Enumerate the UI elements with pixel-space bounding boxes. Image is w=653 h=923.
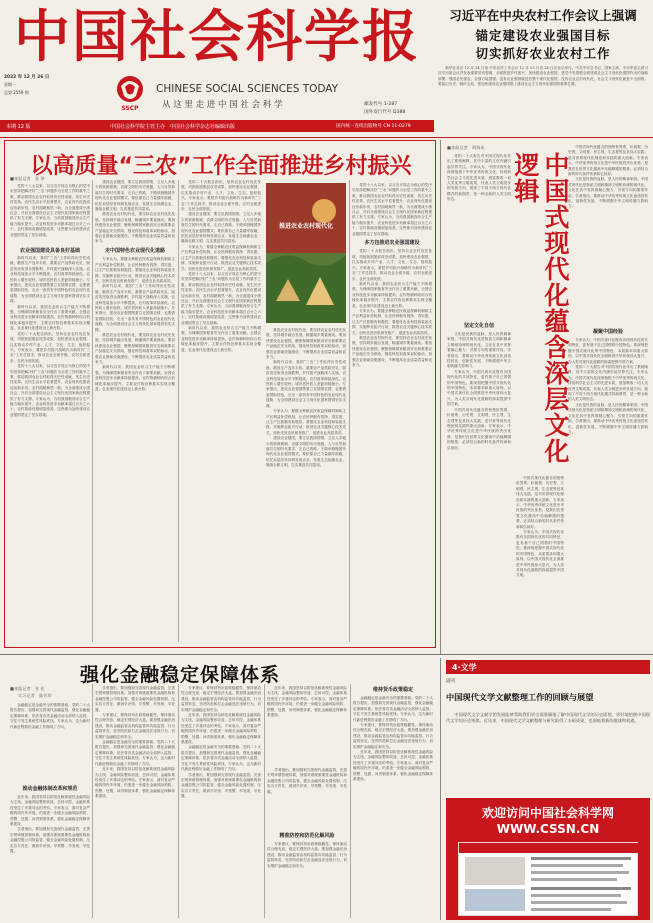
main-paragraph-4: 建设农业强国，要立足我国国情，立足人多地少的资源禀赋、农耕文明的历史底蕴、人与自然和谐共生的时代要求，走自己的路，不简单照搬国外现代化农业强国模式。要依靠自己力量端牢饭碗，依托双层经营体制发展农业，发展生态低碳农业，赓续农耕文明，扎实推进共同富裕。 — [95, 180, 175, 212]
main-paragraph-5c: 推进农业农村现代化，要坚持农业农村优先发展，坚持城乡融合发展，畅通城乡要素流动。要加快建设农业强国，聚焦保障国家粮食安全和重要农产品稳定安全供给，强化科技和改革双轮驱动，加强农业基础设施建设，不断提高农业质量效益和竞争力。 — [266, 328, 346, 360]
newspaper-title: 中国社会科学报 — [14, 4, 420, 70]
article3-paragraph-1d: 金融稳定是金融安全的重要基础。党的二十大报告提出，加强和完善现代金融监管，强化金融稳定保障体系，依法将各类金融活动全部纳入监管，守住不发生系统性风险底线。专家认为，这为新时代新征程做好金融工作指明了方向。 — [353, 696, 433, 722]
commentary-subhead-2: 凝聚中国经验 — [592, 329, 623, 335]
article3-byline-2: 实习记者 陈芳珍 — [18, 693, 52, 698]
weekday: 星期一 — [4, 82, 16, 87]
article3-byline: ■本报记者 张 佳 — [10, 686, 45, 691]
commentary-title[interactable] — [511, 152, 570, 470]
main-paragraph-6b: 党的二十大报告指出，坚持农业农村优先发展，巩固拓展脱贫攻坚成果，加快建设农业强国，扎实推动乡村产业、人才、文化、生态、组织振兴。专家表示，要把乡村振兴战略作为新时代“三农”工作总抓手，推动农业全面升级、农村全面进步、农民全面发展。 — [181, 180, 261, 212]
article3-col4-c — [267, 842, 347, 918]
commentary-subhead-1: 坚定文化自信 — [463, 323, 494, 329]
commentary-paragraph-1: 党的二十大报告对中国式现代化作出了系统阐释，其中丰富的文化内涵引起学界关注。专家认为，中国式现代化深深植根于中华优秀传统文化，体现科学社会主义的先进本质，借鉴吸收一切人类优秀文明成果，代表人类文明进步的发展方向，展现了不同于西方现代化模式的新图景，是一种全新的人类文明形态。 — [447, 154, 511, 202]
article3-paragraph-1: 金融稳定是金融安全的重要基础。党的二十大报告提出，加强和完善现代金融监管，强化金融稳定保障体系，依法将各类金融活动全部纳入监管，守住不发生系统性风险底线。专家认为，这为新时代新征程做好金融工作指明了方向。 — [10, 703, 90, 729]
logo-text: SSCP — [121, 105, 139, 112]
article3-paragraph-1b: 金融稳定是金融安全的重要基础。党的二十大报告提出，加强和完善现代金融监管，强化金融稳定保障体系，依法将各类金融活动全部纳入监管，守住不发生系统性风险底线。专家认为，这为新时代新征程做好金融工作指明了方向。 — [95, 740, 175, 766]
article3-subhead-3: 维持货币政策稳定 — [372, 687, 413, 693]
promo-title[interactable]: 中国现代文学文献整理工作的回顾与展望 — [446, 692, 594, 702]
commentary-paragraph-4c: 专家认为，中国式现代化既有各国现代化的共同特征，更有基于自己国情的中国特色。要深刻把握中国式现代化的中国特色、本质要求和重大原则，以中国式现代化全面推进中华民族伟大复兴，为人类对现代化道路的探索提供中国方案。 — [516, 530, 564, 578]
article3-paragraph-4b: 专家建议，要保持货币政策稳健性，保持流动性合理充裕，稳定宏观经济大盘。要加强金融法治建设，推动金融监管由机构监管向功能监管、行为监管转变，坚决防范和打击金融违法违规行为，切实维护金融稳定和安全。 — [181, 686, 261, 712]
top-news-body: 新华社北京 12 月 24 日电 中央农村工作会议 12 月 23 日至 24 日在北京举行。中共中央总书记、国家主席、中央军委主席习近平出席会议并发表重要讲话强调，全面推进乡村振兴，加快建设农业强国，是党中央着眼全面建成社会主义现代化强国作出的战略部署。强国必先强农，农强方能国强。没有农业强国就没有整个现代化强国；没有农业农村现代化，社会主义现代化就是不全面的。要铭记历史、胸怀全局，把加快建设农业强国摆上建设社会主义现代化强国的重要位置。 — [438, 66, 648, 87]
main-subhead-3: 多方包推进农业强国建设 — [364, 240, 420, 247]
main-paragraph-7: 专家认为，要健全种粮农民收益保障机制和主产区利益补偿机制，让农民种粮有钱挣、得实惠，让主产区抓粮有积极性。要强化农业科技和装备支撑，实施种业振兴行动，推进农业关键核心技术攻关，加快先进农机研发推广，促进农业高质高效。 — [95, 257, 175, 283]
main-paragraph-4c: 建设农业强国，要立足我国国情，立足人多地少的资源禀赋、农耕文明的历史底蕴、人与自然和谐共生的时代要求，走自己的路，不简单照搬国外现代化农业强国模式。要依靠自己力量端牢饭碗，依托双层经营体制发展农业，发展生态低碳农业，赓续农耕文明，扎实推进共同富裕。 — [266, 436, 346, 468]
main-paragraph-7c: 专家认为，要健全种粮农民收益保障机制和主产区利益补偿机制，让农民种粮有钱挣、得实惠，让主产区抓粮有积极性。要强化农业科技和装备支撑，实施种业振兴行动，推进农业关键核心技术攻关，加快先进农机研发推广，促进农业高质高效。 — [266, 409, 346, 435]
article3-subhead-2: 精准防控和防范化解风险 — [279, 833, 335, 839]
article3-col4-a — [267, 686, 347, 764]
main-article-image — [266, 183, 346, 323]
slogan: 从 这 里 走 进 中 国 社 会 科 学 — [162, 100, 283, 110]
poster-illustration-icon — [266, 183, 346, 323]
main-paragraph-5-repeat: 推进农业农村现代化，要坚持农业农村优先发展，坚持城乡融合发展，畅通城乡要素流动。要加快建设农业强国，聚焦保障国家粮食安全和重要农产品稳定安全供给，强化科技和改革双轮驱动，加强农业基础设施建设，不断提高农业质量效益和竞争力。 — [95, 332, 175, 364]
main-paragraph-1d: 党的十八大以来，以习近平同志为核心的党中央坚持把解决好“三农”问题作为全党工作的重中之重，推动我国农业农村取得历史性成就、发生历史性变革。农民生活水平显著提升，农业现代化建设迈出新步伐，农村面貌焕然一新，为全面建成小康社会、开启全面建设社会主义现代化国家新征程提供了有力支撑。专家认为，当前我国粮食综合生产能力稳步提升，农业科技进步贡献率超过百分之六十，农村基础设施明显改善，这些都为加快建设农业强国奠定了坚实基础。 — [352, 183, 432, 236]
main-paragraph-2-repeat: 新时代以来，我国“三农”工作取得历史性成就，粮食生产连年丰收，重要农产品供给充足，脱贫攻坚取得全面胜利，乡村振兴战略深入实施，农业科技装备水平不断提高，农村改革持续深化。农民收入增长较快，城乡居民收入差距持续缩小。专家指出，建设农业强国既要立足国情农情，也要借鉴国际经验，走出一条具有中国特色的农业现代化道路，为全面建设社会主义现代化国家提供坚实支撑。 — [95, 284, 175, 332]
main-paragraph-4b: 建设农业强国，要立足我国国情，立足人多地少的资源禀赋、农耕文明的历史底蕴、人与自然和谐共生的时代要求，走自己的路，不简单照搬国外现代化农业强国模式。要依靠自己力量端牢饭碗，依托双层经营体制发展农业，发展生态低碳农业，赓续农耕文明，扎实推进共同富裕。 — [181, 212, 261, 244]
column-rule — [349, 180, 350, 642]
commentary-paragraph-3c: 文化是民族的血脉，是人民的精神家园。中国式现代化是物质文明和精神文明相协调的现代化，文化在其中发挥着凝心聚力、引领方向的重要作用。学者指出，要推动中华优秀传统文化创造性转化、创新性发展，不断增强中华文明传播力影响力。 — [568, 402, 648, 434]
article3-paragraph-3d: 学者指出，要加强和完善现代金融监管，完善宏观审慎管理体系，加强对系统重要性金融机构和金融控股公司的监管，健全金融风险处置机制，压实各方责任，做到早识别、早预警、早发现、早处置。 — [267, 768, 347, 794]
main-paragraph-7d: 专家认为，要健全种粮农民收益保障机制和主产区利益补偿机制，让农民种粮有钱挣、得实惠，让主产区抓粮有积极性。要强化农业科技和装备支撑，实施种业振兴行动，推进农业关键核心技术攻关，加快先进农机研发推广，促进农业高质高效。 — [352, 308, 432, 335]
article3-col2 — [95, 686, 175, 918]
article3-paragraph-3c: 学者指出，要加强和完善现代金融监管，完善宏观审慎管理体系，加强对系统重要性金融机构和金融控股公司的监管，健全金融风险处置机制，压实各方责任，做到早识别、早预警、早发现、早处置。 — [181, 772, 261, 799]
commentary-col-right — [568, 338, 648, 648]
dept-line: 中国社会科学院主管主办 中国社会科学杂志社编辑出版 — [110, 123, 236, 130]
commentary-byline: ■本报记者 明海英 — [447, 145, 485, 150]
main-subhead-2: 走中国特色农业现代化道路 — [104, 247, 165, 254]
article3-paragraph-2e: 近年来，我国坚持以防范化解系统性金融风险为主线，金融风险整体收敛、总体可控，金融体系经受住了多重冲击的考验。专家表示，面对复杂严峻的国内外环境，仍需进一步健全金融风险预防、预警、处置、问责制度体系，强化金融稳定保障体系建设。 — [353, 750, 433, 782]
commentary-col-middle — [516, 476, 564, 648]
article3-col4-b — [267, 768, 347, 828]
promo-tag-text: 4·文学 — [452, 663, 477, 672]
main-col4 — [266, 328, 346, 642]
column-rule — [178, 180, 179, 642]
commentary-intro — [447, 154, 511, 270]
page-column-rule — [440, 658, 441, 920]
pages-label: 本期 12 版 — [6, 123, 31, 130]
main-byline: ■本报记者 张 译 — [10, 176, 45, 181]
website-banner[interactable] — [446, 798, 650, 920]
column-rule — [264, 684, 265, 918]
column-rule — [92, 684, 93, 918]
commentary-paragraph-3b: 文化是民族的血脉，是人民的精神家园。中国式现代化是物质文明和精神文明相协调的现代化，文化在其中发挥着凝心聚力、引领方向的重要作用。学者指出，要推动中华优秀传统文化创造性转化、创新性发展，不断增强中华文明传播力影响力。 — [447, 332, 511, 369]
article3-paragraph-2b: 近年来，我国坚持以防范化解系统性金融风险为主线，金融风险整体收敛、总体可控，金融体系经受住了多重冲击的考验。专家表示，面对复杂严峻的国内外环境，仍需进一步健全金融风险预防、预警、处置、问责制度体系，强化金融稳定保障体系建设。 — [95, 767, 175, 799]
banner-url[interactable]: WWW.CSSN.CN — [496, 822, 600, 836]
issue-number: 总第 2559 期 — [4, 90, 29, 95]
main-col1-b — [10, 256, 90, 642]
main-subhead-1: 农业强国建设具备良好基础 — [19, 248, 80, 254]
main-paragraph-1b: 党的十八大以来，以习近平同志为核心的党中央坚持把解决好“三农”问题作为全党工作的重中之重，推动我国农业农村取得历史性成就、发生历史性变革。农民生活水平显著提升，农业现代化建设迈出新步伐，农村面貌焕然一新，为全面建成小康社会、开启全面建设社会主义现代化国家新征程提供了有力支撑。专家认为，当前我国粮食综合生产能力稳步提升，农业科技进步贡献率超过百分之六十，农村基础设施明显改善，这些都为加快建设农业强国奠定了坚实基础。 — [181, 271, 261, 325]
header-divider — [0, 137, 653, 138]
banner-title: 欢迎访问中国社会科学网 — [481, 806, 614, 820]
main-paragraph-1-repeat: 党的十八大以来，以习近平同志为核心的党中央坚持把解决好“三农”问题作为全党工作的重中之重，推动我国农业农村取得历史性成就、发生历史性变革。农民生活水平显著提升，农业现代化建设迈出新步伐，农村面貌焕然一新，为全面建成小康社会、开启全面建设社会主义现代化国家新征程提供了有力支撑。专家认为，当前我国粮食综合生产能力稳步提升，农业科技进步贡献率超过百分之六十，农村基础设施明显改善，这些都为加快建设农业强国奠定了坚实基础。 — [10, 364, 90, 417]
issue-date: 2022 年 12 月 26 日 — [4, 75, 50, 80]
main-paragraph-2: 新时代以来，我国“三农”工作取得历史性成就，粮食生产连年丰收，重要农产品供给充足，脱贫攻坚取得全面胜利，乡村振兴战略深入实施，农业科技装备水平不断提高，农村改革持续深化。农民收入增长较快，城乡居民收入差距持续缩小。专家指出，建设农业强国既要立足国情农情，也要借鉴国际经验，走出一条具有中国特色的农业现代化道路，为全面建设社会主义现代化国家提供坚实支撑。 — [10, 256, 90, 304]
image-caption: 推进农业农村现代化 — [278, 223, 333, 230]
article3-paragraph-2: 近年来，我国坚持以防范化解系统性金融风险为主线，金融风险整体收敛、总体可控，金融体系经受住了多重冲击的考验。专家表示，面对复杂严峻的国内外环境，仍需进一步健全金融风险预防、预警、处置、问责制度体系，强化金融稳定保障体系建设。 — [10, 795, 90, 827]
main-paragraph-3: 新时代以来，我国农业综合生产能力不断增强，为保障国家粮食安全作出了重要贡献。全国农业科技进步贡献率持续提高，农作物耕种收综合机械化率稳步提升，主要农作物良种基本实现全覆盖，农业现代化建设迈上新台阶。 — [10, 304, 90, 331]
promo-small-label: 副刊 — [446, 679, 456, 684]
masthead — [6, 4, 422, 70]
main-paragraph-5d: 推进农业农村现代化，要坚持农业农村优先发展，坚持城乡融合发展，畅通城乡要素流动。要加快建设农业强国，聚焦保障国家粮食安全和重要农产品稳定安全供给，强化科技和改革双轮驱动，加强农业基础设施建设，不断提高农业质量效益和竞争力。 — [352, 335, 432, 367]
main-article-title[interactable]: 以高质量“三农”工作全面推进乡村振兴 — [30, 154, 412, 179]
intl-code: 国外发行代号 D388 — [364, 110, 406, 115]
article3-paragraph-2d: 近年来，我国坚持以防范化解系统性金融风险为主线，金融风险整体收敛、总体可控，金融体系经受住了多重冲击的考验。专家表示，面对复杂严峻的国内外环境，仍需进一步健全金融风险预防、预警、处置、问责制度体系，强化金融稳定保障体系建设。 — [267, 686, 347, 718]
main-col2 — [95, 180, 175, 642]
commentary-paragraph-1b: 党的二十大报告对中国式现代化作出了系统阐释，其中丰富的文化内涵引起学界关注。专家认为，中国式现代化深深植根于中华优秀传统文化，体现科学社会主义的先进本质，借鉴吸收一切人类优秀文明成果，代表人类文明进步的发展方向，展现了不同于西方现代化模式的新图景，是一种全新的人类文明形态。 — [568, 365, 648, 402]
publisher-logo — [110, 74, 150, 116]
main-paragraph-6: 党的二十大报告指出，坚持农业农村优先发展，巩固拓展脱贫攻坚成果，加快建设农业强国，扎实推动乡村产业、人才、文化、生态、组织振兴。专家表示，要把乡村振兴战略作为新时代“三农”工作总抓手，推动农业全面升级、农村全面进步、农民全面发展。 — [10, 331, 90, 363]
main-paragraph-7b: 专家认为，要健全种粮农民收益保障机制和主产区利益补偿机制，让农民种粮有钱挣、得实惠，让主产区抓粮有积极性。要强化农业科技和装备支撑，实施种业振兴行动，推进农业关键核心技术攻关，加快先进农机研发推广，促进农业高质高效。 — [181, 244, 261, 271]
article3-col5 — [353, 696, 433, 918]
commentary-paragraph-3: 文化是民族的血脉，是人民的精神家园。中国式现代化是物质文明和精神文明相协调的现代化，文化在其中发挥着凝心聚力、引领方向的重要作用。学者指出，要推动中华优秀传统文化创造性转化、创新性发展，不断增强中华文明传播力影响力。 — [568, 177, 648, 209]
cn-code: 国内统一连续出版物号 CN 11-0279 — [336, 123, 411, 129]
column-rule — [350, 684, 351, 918]
main-paragraph-3b: 新时代以来，我国农业综合生产能力不断增强，为保障国家粮食安全作出了重要贡献。全国农业科技进步贡献率持续提高，农作物耕种收综合机械化率稳步提升，主要农作物良种基本实现全覆盖，农业现代化建设迈上新台阶。 — [181, 325, 261, 352]
top-news-kicker[interactable]: 习近平在中央农村工作会议上强调 — [449, 8, 637, 23]
website-preview-icon — [459, 843, 639, 917]
article3-paragraph-1c: 金融稳定是金融安全的重要基础。党的二十大报告提出，加强和完善现代金融监管，强化金融稳定保障体系，依法将各类金融活动全部纳入监管，守住不发生系统性风险底线。专家认为，这为新时代新征程做好金融工作指明了方向。 — [181, 745, 261, 772]
article3-col1-a — [10, 703, 90, 781]
postal-code: 邮发代号 1-287 — [364, 102, 398, 107]
main-col3 — [181, 180, 261, 642]
promo-tag — [446, 660, 650, 674]
main-paragraph-1: 党的十八大以来，以习近平同志为核心的党中央坚持把解决好“三农”问题作为全党工作的重中之重，推动我国农业农村取得历史性成就、发生历史性变革。农民生活水平显著提升，农业现代化建设迈出新步伐，农村面貌焕然一新，为全面建成小康社会、开启全面建设社会主义现代化国家新征程提供了有力支撑。专家认为，当前我国粮食综合生产能力稳步提升，农业科技进步贡献率超过百分之六十，农村基础设施明显改善，这些都为加快建设农业强国奠定了坚实基础。 — [10, 184, 90, 237]
commentary-col-right-top — [568, 145, 648, 325]
commentary-paragraph-4: 专家认为，中国式现代化既有各国现代化的共同特征，更有基于自己国情的中国特色。要深刻把握中国式现代化的中国特色、本质要求和重大原则，以中国式现代化全面推进中华民族伟大复兴，为人类对现代化道路的探索提供中国方案。 — [447, 369, 511, 407]
article3-paragraph-3b: 学者指出，要加强和完善现代金融监管，完善宏观审慎管理体系，加强对系统重要性金融机构和金融控股公司的监管，健全金融风险处置机制，压实各方责任，做到早识别、早预警、早发现、早处置。 — [95, 686, 175, 712]
top-news — [438, 6, 648, 134]
main-col1-a — [10, 184, 90, 244]
commentary-paragraph-4b: 专家认为，中国式现代化既有各国现代化的共同特征，更有基于自己国情的中国特色。要深刻把握中国式现代化的中国特色、本质要求和重大原则，以中国式现代化全面推进中华民族伟大复兴，为人类对现代化道路的探索提供中国方案。 — [568, 338, 648, 364]
english-title: CHINESE SOCIAL SCIENCES TODAY — [156, 83, 339, 95]
postal-codes — [364, 101, 424, 115]
column-rule — [178, 684, 179, 918]
top-news-headline-2[interactable]: 切实抓好农业农村工作 — [475, 46, 611, 61]
banner-screenshot — [458, 842, 638, 916]
page-column-rule — [440, 140, 441, 654]
article3-title[interactable]: 强化金融稳定保障体系 — [80, 664, 281, 686]
date-block — [4, 74, 54, 122]
article3-paragraph-4: 专家建议，要保持货币政策稳健性，保持流动性合理充裕，稳定宏观经济大盘。要加强金融法治建设，推动金融监管由机构监管向功能监管、行为监管转变，坚决防范和打击金融违法违规行为，切实维护金融稳定和安全。 — [95, 713, 175, 739]
main-paragraph-6d: 党的二十大报告指出，坚持农业农村优先发展，巩固拓展脱贫攻坚成果，加快建设农业强国，扎实推动乡村产业、人才、文化、生态、组织振兴。专家表示，要把乡村振兴战略作为新时代“三农”工作总抓手，推动农业全面升级、农村全面进步、农民全面发展。 — [352, 249, 432, 281]
article3-paragraph-2c: 近年来，我国坚持以防范化解系统性金融风险为主线，金融风险整体收敛、总体可控，金融体系经受住了多重冲击的考验。专家表示，面对复杂严峻的国内外环境，仍需进一步健全金融风险预防、预警、处置、问责制度体系，强化金融稳定保障体系建设。 — [181, 713, 261, 745]
commentary-paragraph-2b: 中国式现代化蕴含的独特世界观、价值观、历史观、文明观、民主观、生态观等及其伟大实践，是对世界现代化理论和实践的重大创新。专家表示，中华优秀传统文化是中华民族的突出优势，是我们在世界文化激荡中站稳脚跟的根基，必须结合新的时代条件传承和弘扬好。 — [447, 407, 511, 450]
commentary-title-text: 中国式现代化蕴含深层文化逻辑 — [511, 152, 570, 464]
top-news-headline-1[interactable]: 锚定建设农业强国目标 — [475, 28, 611, 43]
article3-paragraph-3: 学者指出，要加强和完善现代金融监管，完善宏观审慎管理体系，加强对系统重要性金融机构和金融控股公司的监管，健全金融风险处置机制，压实各方责任，做到早识别、早预警、早发现、早处置。 — [10, 827, 90, 854]
main-col5 — [352, 183, 432, 642]
article3-col1-b — [10, 795, 90, 918]
main-paragraph-2c: 新时代以来，我国“三农”工作取得历史性成就，粮食生产连年丰收，重要农产品供给充足，脱贫攻坚取得全面胜利，乡村振兴战略深入实施，农业科技装备水平不断提高，农村改革持续深化。农民收入增长较快，城乡居民收入差距持续缩小。专家指出，建设农业强国既要立足国情农情，也要借鉴国际经验，走出一条具有中国特色的农业现代化道路，为全面建设社会主义现代化国家提供坚实支撑。 — [266, 360, 346, 408]
article3-col3 — [181, 686, 261, 918]
main-paragraph-3d: 新时代以来，我国农业综合生产能力不断增强，为保障国家粮食安全作出了重要贡献。全国农业科技进步贡献率持续提高，农作物耕种收综合机械化率稳步提升，主要农作物良种基本实现全覆盖，农业现代化建设迈上新台阶。 — [352, 281, 432, 308]
commentary-paragraph-2c: 中国式现代化蕴含的独特世界观、价值观、历史观、文明观、民主观、生态观等及其伟大实践，是对世界现代化理论和实践的重大创新。专家表示，中华优秀传统文化是中华民族的突出优势，是我们在世界文化激荡中站稳脚跟的根基，必须结合新的时代条件传承和弘扬好。 — [516, 476, 564, 529]
column-rule — [92, 180, 93, 642]
main-paragraph-5: 推进农业农村现代化，要坚持农业农村优先发展，坚持城乡融合发展，畅通城乡要素流动。要加快建设农业强国，聚焦保障国家粮食安全和重要农产品稳定安全供给，强化科技和改革双轮驱动，加强农业基础设施建设，不断提高农业质量效益和竞争力。 — [95, 212, 175, 244]
article3-paragraph-4e: 专家建议，要保持货币政策稳健性，保持流动性合理充裕，稳定宏观经济大盘。要加强金融法治建设，推动金融监管由机构监管向功能监管、行为监管转变，坚决防范和打击金融违法违规行为，切实维护金融稳定和安全。 — [353, 723, 433, 749]
promo-body: 中国现代文学文献学的发展能够帮助我们更全面准确地了解中国现代文学的历史面貌，更好地把握中国现代文学的历史规律。近年来，中国现代文学文献整理与研究取得了丰硕成果，也面临着新的挑战和机遇。 — [446, 712, 650, 724]
commentary-paragraph-2: 中国式现代化蕴含的独特世界观、价值观、历史观、文明观、民主观、生态观等及其伟大实践，是对世界现代化理论和实践的重大创新。专家表示，中华优秀传统文化是中华民族的突出优势，是我们在世界文化激荡中站稳脚跟的根基，必须结合新的时代条件传承和弘扬好。 — [568, 145, 648, 177]
commentary-col-left — [447, 332, 511, 648]
article3-paragraph-4d: 专家建议，要保持货币政策稳健性，保持流动性合理充裕，稳定宏观经济大盘。要加强金融法治建设，推动金融监管由机构监管向功能监管、行为监管转变，坚决防范和打击金融违法违规行为，切实维护金融稳定和安全。 — [267, 842, 347, 868]
article3-subhead-1: 推动金融体制改革和规范 — [22, 786, 78, 792]
red-band — [0, 120, 434, 132]
main-paragraph-3-repeat: 新时代以来，我国农业综合生产能力不断增强，为保障国家粮食安全作出了重要贡献。全国农业科技进步贡献率持续提高，农作物耕种收综合机械化率稳步提升，主要农作物良种基本实现全覆盖，农业现代化建设迈上新台阶。 — [95, 365, 175, 392]
section-divider — [0, 654, 653, 655]
